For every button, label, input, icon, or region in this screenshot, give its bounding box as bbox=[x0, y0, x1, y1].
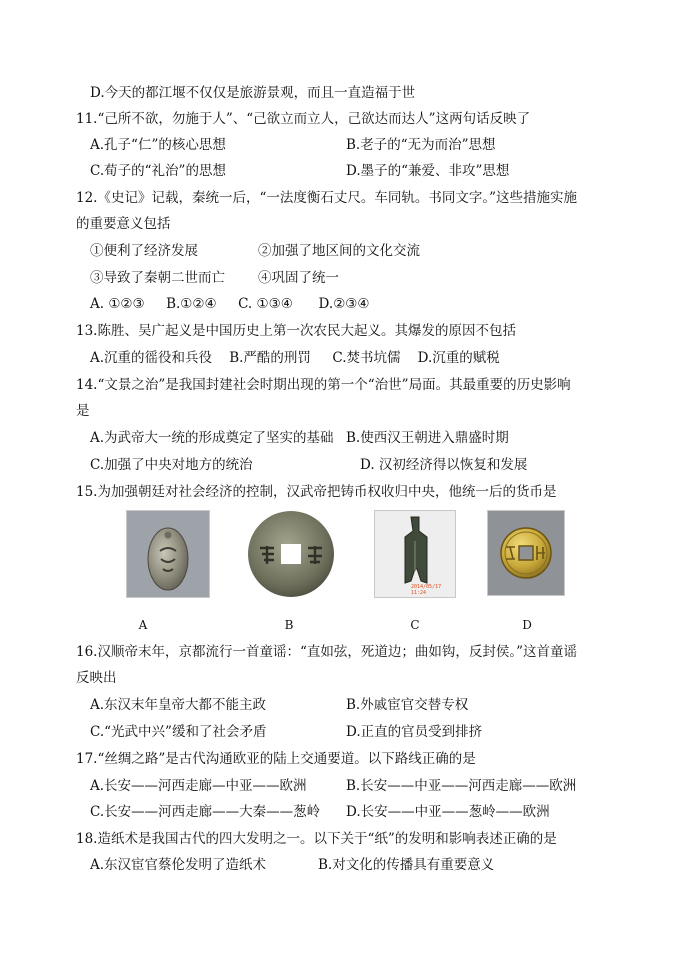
q12-statement-2: ②加强了地区间的文化交流 bbox=[258, 243, 420, 259]
q11-option-b: B.老子的“无为而治”思想 bbox=[346, 137, 496, 153]
q18-option-b: B.对文化的传播具有重要意义 bbox=[318, 857, 495, 873]
q14-option-b: B.使西汉王朝进入鼎盛时期 bbox=[346, 430, 509, 446]
coin-image-b bbox=[245, 507, 337, 601]
question-14-line1: 14.“文景之治”是我国封建社会时期出现的第一个“治世”局面。其最重要的历史影响 bbox=[76, 377, 571, 393]
q12-statement-3: ③导致了秦朝二世而亡 bbox=[90, 270, 225, 286]
q14-option-a: A.为武帝大一统的形成奠定了坚实的基础 bbox=[90, 430, 334, 446]
q11-option-d: D.墨子的“兼爱、非攻”思想 bbox=[346, 163, 510, 179]
question-12-line1: 12.《史记》记载，秦统一后，“一法度衡石丈尺。车同轨。书同文字。”这些措施实施 bbox=[76, 190, 578, 206]
question-13: 13.陈胜、吴广起义是中国历史上第一次农民大起义。其爆发的原因不包括 bbox=[76, 323, 516, 339]
q12-statement-1: ①便利了经济发展 bbox=[90, 243, 198, 259]
question-11: 11.“己所不欲，勿施于人”、“己欲立而立人，己欲达而达人”这两句话反映了 bbox=[76, 111, 531, 127]
question-16-line1: 16.汉顺帝末年，京都流行一首童谣：“直如弦，死道边；曲如钩，反封侯。”这首童谣 bbox=[76, 644, 578, 660]
coin-image-a bbox=[126, 510, 210, 598]
coin-image-c bbox=[374, 510, 456, 598]
q11-option-a: A.孔子“仁”的核心思想 bbox=[90, 137, 226, 153]
q12-statement-4: ④巩固了统一 bbox=[258, 270, 339, 286]
q17-option-a: A.长安——河西走廊—中亚——欧洲 bbox=[90, 778, 307, 794]
coin-label-b: B bbox=[284, 618, 294, 632]
coin-label-a: A bbox=[138, 618, 148, 632]
question-14-line2: 是 bbox=[76, 403, 90, 419]
q17-option-b: B.长安——中亚——河西走廊——欧洲 bbox=[346, 778, 577, 794]
question-17: 17.“丝绸之路”是古代沟通欧亚的陆上交通要道。以下路线正确的是 bbox=[76, 751, 476, 767]
coin-label-c: C bbox=[410, 618, 420, 632]
q10-option-d: D.今天的都江堰不仅仅是旅游景观，而且一直造福于世 bbox=[90, 85, 416, 101]
q14-option-d: D. 汉初经济得以恢复和发展 bbox=[360, 457, 528, 473]
q16-option-b: B.外戚宦官交替专权 bbox=[346, 697, 469, 713]
q14-option-c: C.加强了中央对地方的统治 bbox=[90, 457, 253, 473]
q12-options: A. ①②③ B.①②④ C. ①③④ D.②③④ bbox=[90, 296, 370, 312]
coin-label-d: D bbox=[522, 618, 532, 632]
q16-option-d: D.正直的官员受到排挤 bbox=[346, 724, 483, 740]
question-18: 18.造纸术是我国古代的四大发明之一。以下关于“纸”的发明和影响表述正确的是 bbox=[76, 831, 557, 847]
q16-option-c: C.“光武中兴”缓和了社会矛盾 bbox=[90, 724, 267, 740]
q16-option-a: A.东汉末年皇帝大都不能主政 bbox=[90, 697, 267, 713]
q11-option-c: C.荀子的“礼治”的思想 bbox=[90, 163, 226, 179]
q13-options: A.沉重的徭役和兵役 B.严酷的刑罚 C.焚书坑儒 D.沉重的赋税 bbox=[90, 350, 500, 366]
question-15: 15.为加强朝廷对社会经济的控制，汉武帝把铸币权收归中央，他统一后的货币是 bbox=[76, 484, 557, 500]
question-12-line2: 的重要意义包括 bbox=[76, 216, 171, 232]
q18-option-a: A.东汉宦官蔡伦发明了造纸术 bbox=[90, 857, 267, 873]
photo-date-stamp: 2014/05/17 11:24 bbox=[411, 584, 442, 596]
q17-option-c: C.长安——河西走廊——大秦——葱岭 bbox=[90, 804, 321, 820]
question-16-line2: 反映出 bbox=[76, 670, 117, 686]
q17-option-d: D.长安——中亚——葱岭——欧洲 bbox=[346, 804, 550, 820]
coin-image-d bbox=[487, 510, 565, 596]
